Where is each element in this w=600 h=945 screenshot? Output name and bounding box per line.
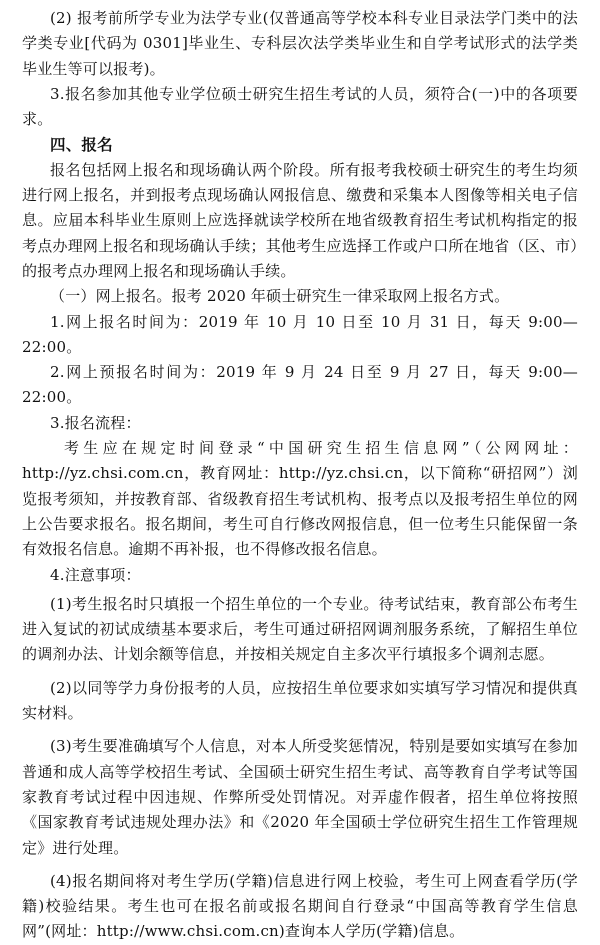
paragraph-note-1: (1)考生报名时只填报一个招生单位的一个专业。待考试结束，教育部公布考生进入复试的初试成绩基本要求后，考生可通过研招网调剂服务系统，了解招生单位的调剂办法、计划余额等信息，并按相关规定自主多次平行填报多个调剂志愿。: [22, 594, 578, 664]
paragraph-pre-registration-time: 2.网上预报名时间为：2019 年 9 月 24 日至 9 月 27 日，每天 9:00—22:00。: [22, 363, 578, 407]
paragraph-online-time: 1.网上报名时间为：2019 年 10 月 10 日至 10 月 31 日，每天 9:00—22:00。: [22, 312, 578, 356]
section-heading-registration: 四、报名: [50, 135, 113, 155]
paragraph-online-registration-title: （一）网上报名。报考 2020 年硕士研究生一律采取网上报名方式。: [50, 287, 510, 306]
paragraph-note-4: (4)报名期间将对考生学历(学籍)信息进行网上校验，考生可上网查看学历(学籍)校验结果。考生也可在报名前或报名期间自行登录“中国高等教育学生信息网”(网址：http://www.chsi.com.cn)查询本人学历(学籍)信息。: [22, 871, 578, 941]
paragraph-note-2: (2)以同等学力身份报考的人员，应按招生单位要求如实填写学习情况和提供真实材料。: [22, 678, 578, 723]
paragraph-process-title: 3.报名流程：: [50, 413, 141, 432]
paragraph-other-majors-requirement: 3.报名参加其他专业学位硕士研究生招生考试的人员，须符合(一)中的各项要求。: [22, 84, 578, 129]
paragraph-law-major-requirement: (2) 报考前所学专业为法学专业(仅普通高等学校本科专业目录法学门类中的法学类专业[代码为 0301]毕业生、专科层次法学类毕业生和自学考试形式的法学类毕业生等可以报考)。: [22, 9, 578, 78]
paragraph-process-detail: 考生应在规定时间登录“中国研究生招生信息网”（公网网址：http://yz.chsi.com.cn，教育网址：http://yz.chsi.cn，以下简称“研招网”）浏览报考须知，并按教育部、省级教育招生考试机构、报考点以及报考招生单位的网上公告要求报名。报名期间，考生可自行修改网报信息，但一位考生只能保留一条有效报名信息。逾期不再补报，也不得修改报名信息。: [22, 439, 578, 559]
paragraph-notes-title: 4.注意事项：: [50, 565, 141, 584]
paragraph-note-3: (3)考生要准确填写个人信息，对本人所受奖惩情况，特别是要如实填写在参加普通和成人高等学校招生考试、全国硕士研究生招生考试、高等教育自学考试等国家教育考试过程中因违规、作弊所受处罚情况。对弄虚作假者，招生单位将按照《国家教育考试违规处理办法》和《2020 年全国硕士学位研究生招生工作管理规定》进行处理。: [22, 737, 578, 857]
paragraph-registration-intro: 报名包括网上报名和现场确认两个阶段。所有报考我校硕士研究生的考生均须进行网上报名，并到报考点现场确认网报信息、缴费和采集本人图像等相关电子信息。应届本科毕业生原则上应选择就读学校所在地省级教育招生考试机构指定的报考点办理网上报名和现场确认手续；其他考生应选择工作或户口所在地省（区、市）的报考点办理网上报名和现场确认手续。: [22, 160, 578, 280]
